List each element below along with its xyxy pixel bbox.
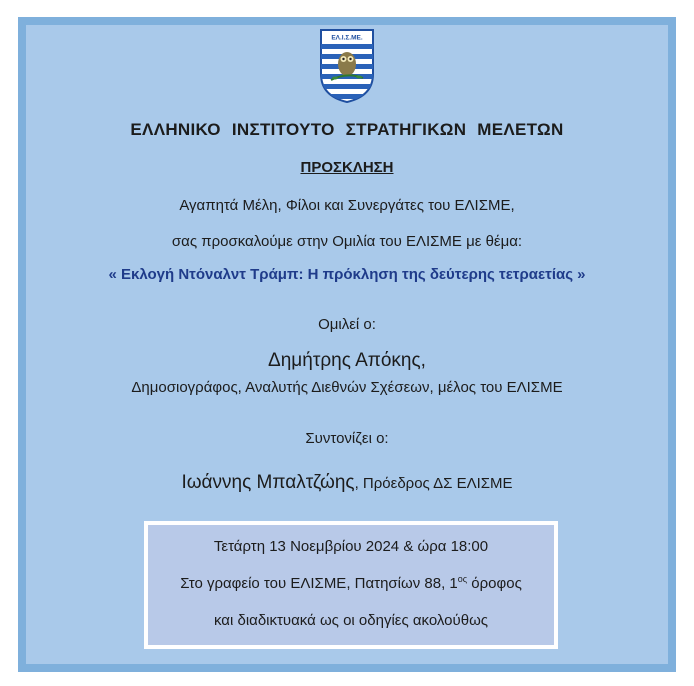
floor-ordinal: ος bbox=[457, 574, 468, 584]
event-location bbox=[144, 574, 558, 592]
event-online: και διαδικτυακά ως οι οδηγίες ακολούθως bbox=[213, 612, 489, 629]
moderator-name: Ιωάννης Μπαλτζώης bbox=[181, 472, 355, 493]
organization-name: ΕΛΛΗΝΙΚΟ ΙΝΣΤΙΤΟΥΤΟ ΣΤΡΑΤΗΓΙΚΩΝ ΜΕΛΕΤΩΝ bbox=[130, 120, 564, 139]
event-location-text: Στο γραφείο του ΕΛΙΣΜΕ, Πατησίων 88, 1 bbox=[180, 575, 458, 592]
event-datetime: Τετάρτη 13 Νοεμβρίου 2024 & ώρα 18:00 bbox=[213, 538, 489, 555]
speaker-name: Δημήτρης Απόκης, bbox=[268, 350, 426, 371]
moderator-label: Συντονίζει ο: bbox=[305, 430, 389, 447]
event-details-box bbox=[144, 521, 558, 649]
logo-text: ΕΛ.Ι.Σ.ΜΕ. bbox=[331, 34, 363, 42]
elisme-logo-icon bbox=[317, 26, 377, 104]
greeting-text: Αγαπητά Μέλη, Φίλοι και Συνεργάτες του ΕΛΙΣΜΕ, bbox=[179, 197, 515, 214]
moderator-title: , Πρόεδρος ΔΣ ΕΛΙΣΜΕ bbox=[354, 475, 513, 492]
speaker-title: Δημοσιογράφος, Αναλυτής Διεθνών Σχέσεων, μέλος του ΕΛΙΣΜΕ bbox=[131, 379, 563, 396]
moderator-line bbox=[0, 472, 694, 494]
talk-topic: « Εκλογή Ντόναλντ Τράμπ: Η πρόκληση της δεύτερης τετραετίας » bbox=[108, 266, 586, 283]
invitation-heading: ΠΡΟΣΚΛΗΣΗ bbox=[300, 159, 394, 176]
intro-text: σας προσκαλούμε στην Ομιλία του ΕΛΙΣΜΕ με θέμα: bbox=[171, 233, 523, 250]
event-location-floor: όροφος bbox=[467, 575, 522, 592]
speaker-label: Ομιλεί ο: bbox=[318, 316, 376, 333]
